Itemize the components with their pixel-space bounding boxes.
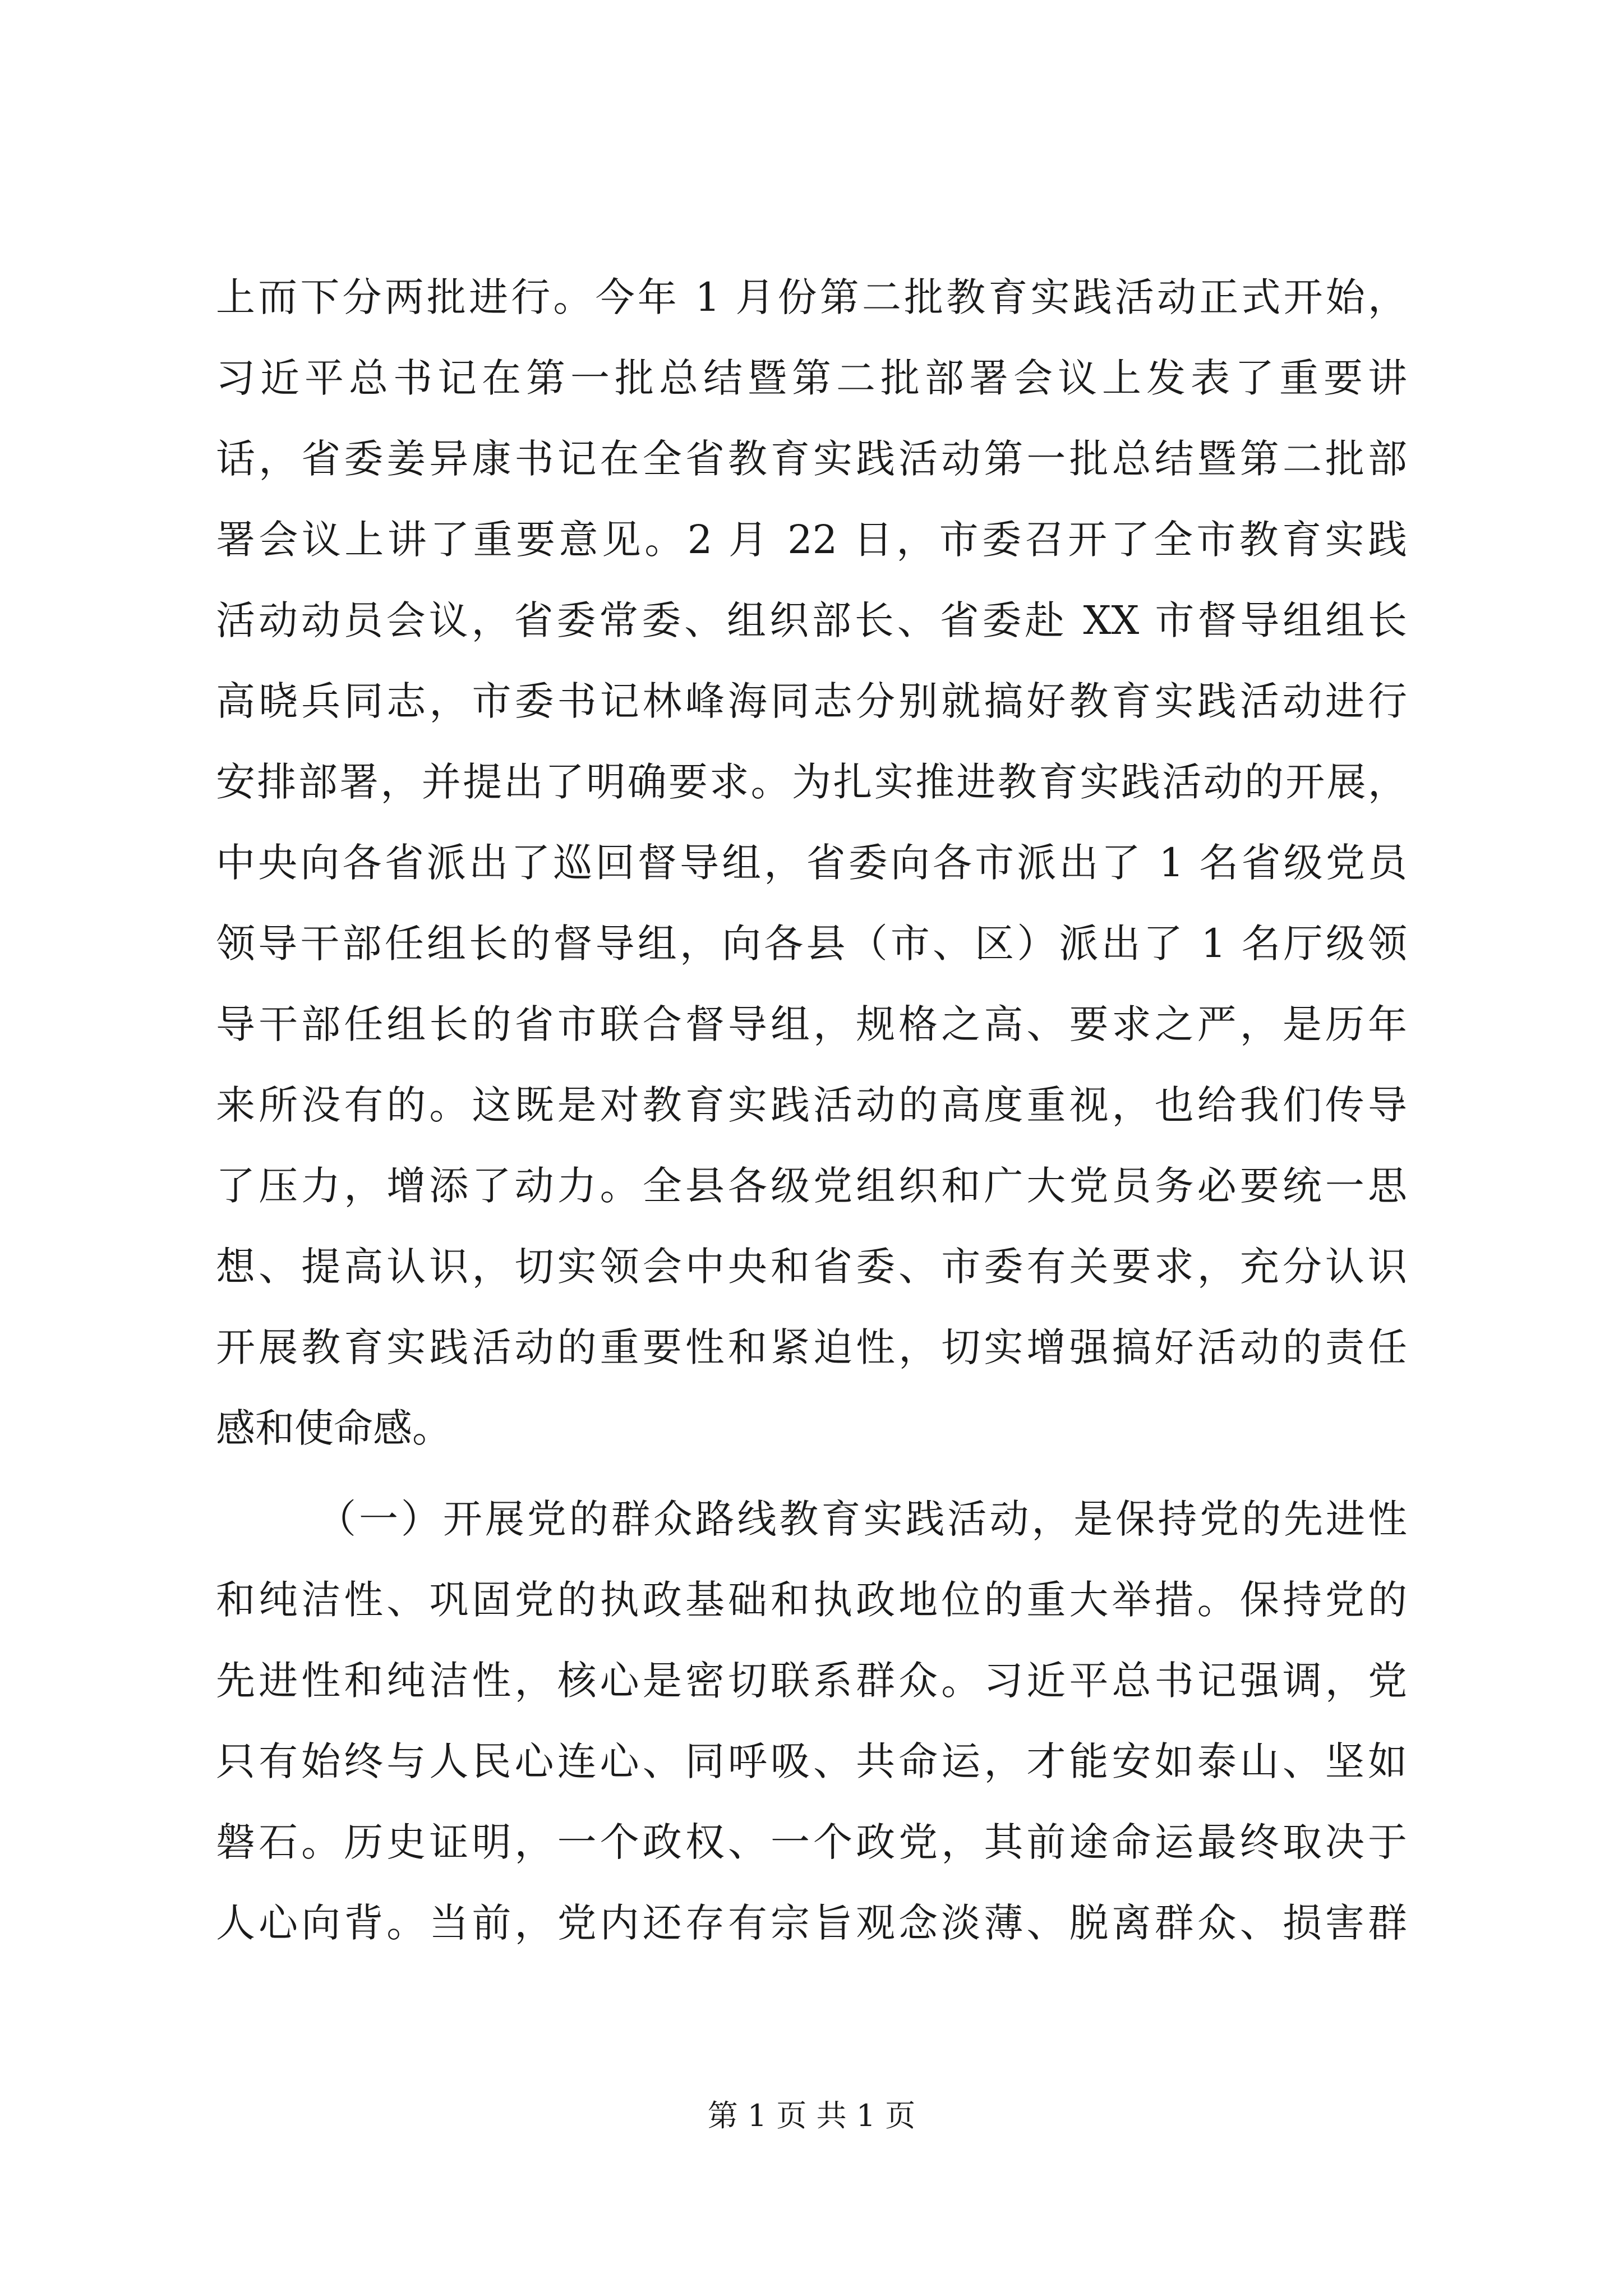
paragraph-line: 只有始终与人民心连心、同呼吸、共命运，才能安如泰山、坚如 (216, 1738, 1407, 1784)
paragraph-line: 人心向背。当前，党内还存有宗旨观念淡薄、脱离群众、损害群 (216, 1900, 1407, 1946)
paragraph-line: 了压力，增添了动力。全县各级党组织和广大党员务必要统一思 (216, 1163, 1407, 1209)
paragraph-line: 习近平总书记在第一批总结暨第二批部署会议上发表了重要讲 (216, 355, 1407, 401)
paragraph-line: 署会议上讲了重要意见。2 月 22 日，市委召开了全市教育实践 (216, 517, 1407, 563)
paragraph-line: 开展教育实践活动的重要性和紧迫性，切实增强搞好活动的责任 (216, 1324, 1407, 1370)
paragraph-line: （一）开展党的群众路线教育实践活动，是保持党的先进性 (317, 1496, 1407, 1542)
paragraph-line: 感和使命感。 (216, 1405, 451, 1451)
paragraph-line: 导干部任组长的省市联合督导组，规格之高、要求之严，是历年 (216, 1001, 1407, 1047)
paragraph-line: 磐石。历史证明，一个政权、一个政党，其前途命运最终取决于 (216, 1819, 1407, 1865)
document-body (216, 257, 1407, 1963)
paragraph-line: 先进性和纯洁性，核心是密切联系群众。习近平总书记强调，党 (216, 1658, 1407, 1704)
paragraph-line: 安排部署，并提出了明确要求。为扎实推进教育实践活动的开展， (216, 759, 1407, 805)
paragraph-1 (216, 257, 1407, 1469)
paragraph-2 (216, 1479, 1407, 1963)
paragraph-line: 和纯洁性、巩固党的执政基础和执政地位的重大举措。保持党的 (216, 1577, 1407, 1623)
page-footer: 第 1 页 共 1 页 (707, 2098, 916, 2133)
paragraph-line: 高晓兵同志，市委书记林峰海同志分别就搞好教育实践活动进行 (216, 678, 1407, 724)
paragraph-line: 话，省委姜异康书记在全省教育实践活动第一批总结暨第二批部 (216, 436, 1407, 482)
paragraph-line: 活动动员会议，省委常委、组织部长、省委赴 XX 市督导组组长 (216, 597, 1407, 643)
paragraph-line: 来所没有的。这既是对教育实践活动的高度重视，也给我们传导 (216, 1082, 1407, 1128)
paragraph-line: 上而下分两批进行。今年 1 月份第二批教育实践活动正式开始， (216, 274, 1407, 320)
paragraph-line: 中央向各省派出了巡回督导组，省委向各市派出了 1 名省级党员 (216, 840, 1407, 886)
paragraph-line: 领导干部任组长的督导组，向各县（市、区）派出了 1 名厅级领 (216, 921, 1407, 967)
paragraph-line: 想、提高认识，切实领会中央和省委、市委有关要求，充分认识 (216, 1244, 1407, 1290)
